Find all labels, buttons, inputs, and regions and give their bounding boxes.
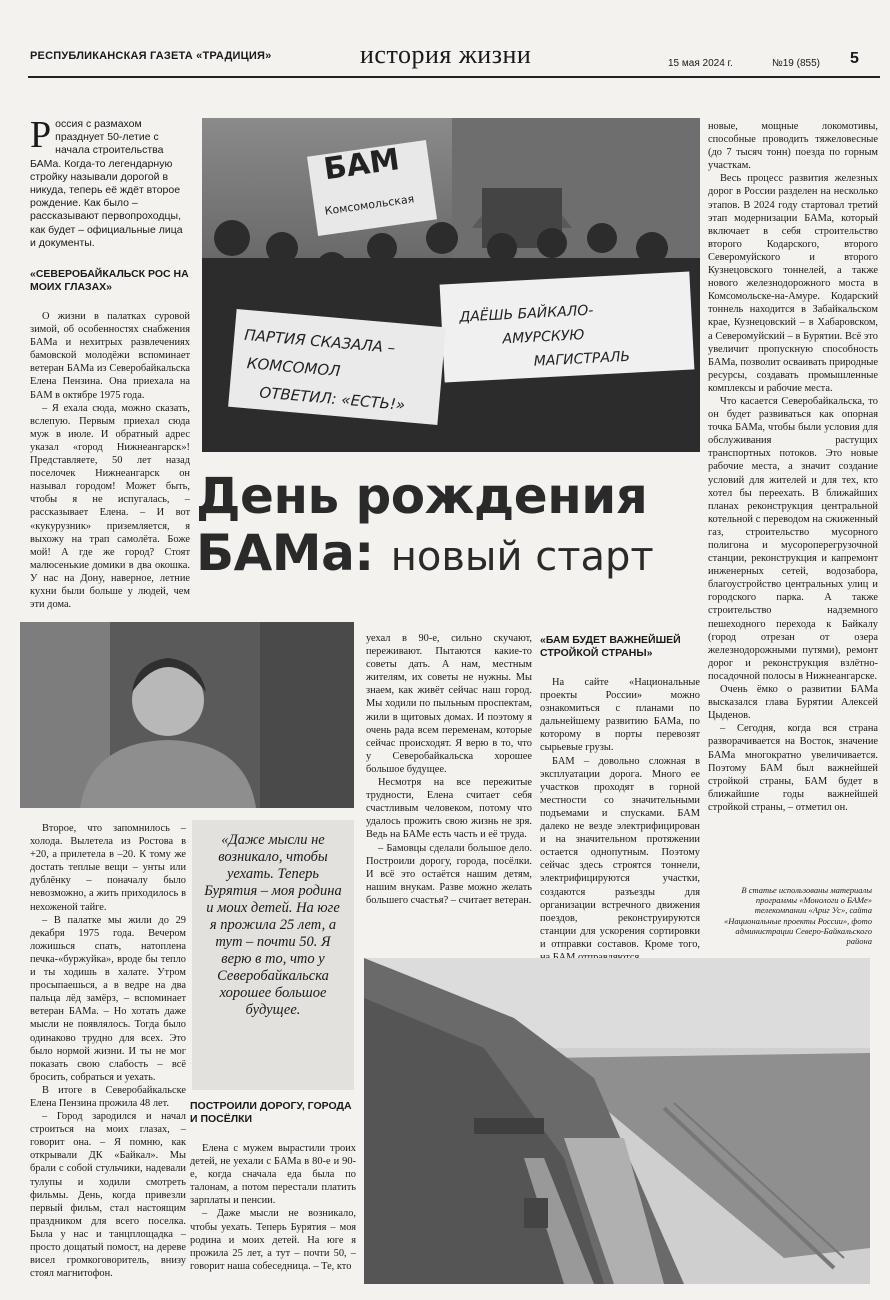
paragraph: Несмотря на все пережитые трудности, Елена считает себя счастливым человеком, потому что удалось прожить свою жизнь не зря. Ведь на БАМе есть часть и её труда. <box>366 777 532 841</box>
sign-text-2: Комсомольская <box>323 192 416 218</box>
landscape-illustration <box>364 958 870 1284</box>
paragraph: – Сегодня, когда вся страна разворачивается на Восток, значение БАМа многократно увеличивается. Поэтому БАМ был важнейшей стройкой страны, БАМ будет в ближайшие годы важнейшей стройкой страны, – отметил он. <box>708 723 878 813</box>
materials-credit: В статье использованы материалы программы «Монологи о БАМе» телекомпании «Ариг Ус», сайта «Национальные проекты России», фото администрации Северо-Байкальского района <box>724 885 872 947</box>
paragraph: – Я ехала сюда, можно сказать, вслепую. Первым приехал сюда муж в июле. И обратный адрес указал «город Нижнеангарск»! Представляете, 50 лет назад поселочек Нижнеангарск он называл городом! Может быть, чтобы я не испугалась, – рассказывает Елена. – И вот «кукурузник» приземляется, я выхожу на трап самолёта. Боже мой! А где же город? Стоят малюсенькие домики в два окошка. У нас на Дону, наверное, летние кухни были больше у людей, чем эти дома. <box>30 402 190 611</box>
pull-quote: «Даже мысли не возникало, чтобы уехать. Теперь Бурятия – моя родина и моих детей. На юге я прожила 25 лет, а тут – почти 50. Я верю в то, что у Северобайкальска хорошее большое будущее. <box>192 820 354 1090</box>
subhead-severobaikalsk: «СЕВЕРОБАЙКАЛЬСК РОС НА МОИХ ГЛАЗАХ» <box>30 268 189 293</box>
article-headline <box>196 468 696 586</box>
paragraph: – Город зародился и начал строиться на моих глазах, – говорит она. – Я помню, как открывали ДК «Байкал». Мы брали с собой стульчики, надевали тулупы и ходили смотреть фильмы. День, когда привезли первый фильм, стал настоящим праздником для всего поселка. Была у нас и танцплощадка – просто дощатый помост, на дереве висел громкоговоритель, внизу стоял магнитофон. <box>30 1111 186 1280</box>
drop-cap: Р <box>30 114 52 156</box>
railway-construction-photo <box>364 958 870 1284</box>
column-2-lower-text <box>190 1142 356 1273</box>
subhead-built-road: ПОСТРОИЛИ ДОРОГУ, ГОРОДА И ПОСЁЛКИ <box>190 1100 352 1125</box>
paragraph: Второе, что запомнилось – холода. Вылетела из Ростова в +20, а прилетела в –20. К тому же достать теплые вещи – унты или дублёнку – поначалу было невозможно, а жить приходилось в нехоженой тайге. <box>30 823 186 913</box>
paragraph: Что касается Северобайкальска, то он будет развиваться как опорная точка БАМа, чтобы были условия для обслуживания растущих транспортных потоков. Это новые рабочие места, а значит создание условий для жителей и для тех, кто хотел бы переехать. В ближайших планах реконструкция центральной котельной с переводом на сжиженный газ, строительство мусорного полигона и мусороперегрузочной станции, реконструкция и капремонт инженерных сетей, водозабора, благоустройство центральных улиц и городского парка. А также строительство надземного пешеходного перехода к Байкалу (город отрезан от озера железнодорожными путями), ремонт дорог и реконструкция взлётно-посадочной полосы в Нижнеангарске. <box>708 395 878 682</box>
column-1-text <box>30 310 190 611</box>
column-4-text <box>708 120 878 814</box>
column-1-top <box>30 268 190 611</box>
portrait-illustration <box>20 622 354 808</box>
paragraph: – Даже мысли не возникало, чтобы уехать. Теперь Бурятия – моя родина и моих детей. На юге я прожила 25 лет, а тут – почти 50, – говорит наша собеседница. – Те, кто <box>190 1208 356 1272</box>
paragraph: уехал в 90-е, сильно скучают, переживают. Пытаются какие-то советы дать. А нам, местным жителям, их советы не нужны. Мы знаем, как живёт сейчас наш город. Мы ходили по пыльным проспектам, жили в щитовых домах. И поэтому я очень рада всем переменам, которые сейчас происходят. Я верю в то, что у Северобайкальска хорошее большое будущее. <box>366 633 532 775</box>
header-rule <box>28 76 880 78</box>
lead-paragraph <box>30 114 190 250</box>
headline-line-2 <box>196 524 696 586</box>
column-2-lower <box>190 1100 356 1273</box>
paragraph: Очень ёмко о развитии БАМа высказался глава Бурятии Алексей Цыденов. <box>708 684 878 722</box>
paragraph: – В палатке мы жили до 29 декабря 1975 года. Вечером ложишься спать, натоплена печка-«буржуйка», вроде бы тепло и ты ходишь в халате. Утром просыпаешься, а в ведре на два пальца лёд замёрз, – вспоминает ветеран БАМа. – Но хотать даже мысли не появлялось. Тогда было одинаково трудно для всех. Это было нормой жизни. И ты не мог показать свою слабость – всё бросить, собраться и уехать. <box>30 914 186 1083</box>
banner-party: ПАРТИЯ СКАЗАЛА –КОМСОМОЛОТВЕТИЛ: «ЕСТЬ!» <box>243 325 406 415</box>
paragraph: О жизни в палатках суровой зимой, об особенностях снабжения БАМа и нехитрых развлечениях бамовской молодёжи вспоминает ветеран БАМа из Северобайкальска Елена Пензина. Она приехала на БАМ в октябре 1975 года. <box>30 311 190 401</box>
page-number: 5 <box>850 50 859 67</box>
paragraph: – Бамовцы сделали большое дело. Построили дорогу, города, посёлки. И всё это остаётся нашим детям, нашим внукам. Разве можно желать большего счастья? – считает ветеран. <box>366 842 532 906</box>
issue-number: №19 (855) <box>772 58 820 69</box>
paragraph: Весь процесс развития железных дорог в России разделен на несколько этапов. В 2024 году стартовал третий этап модернизации БАМа, который включает в себя строительство второго Кодарского, второго Северомуйского и второго Кузнецовского тоннелей, а также нового железнодорожного моста в Комсомольске-на-Амуре. Кодарский тоннель находится в Забайкальском крае, Кузнецовский – в Хабаровском, а Северомуйский – в Бурятии. Всё это увеличит пропускную способность БАМа, позволит осваивать природные ресурсы, создавать промышленные комплексы и рабочие места. <box>708 173 878 394</box>
banner-magistral: ДАЁШЬ БАЙКАЛО-АМУРСКУЮМАГИСТРАЛЬ <box>458 302 631 370</box>
headline-subtitle: новый старт <box>390 534 654 580</box>
column-2-text <box>366 632 532 907</box>
paragraph: На сайте «Национальные проекты России» можно ознакомиться с планами по дальнейшему развитию БАМа, по которому в порты перевозят сырьевые грузы. <box>540 677 700 754</box>
column-3-text <box>540 676 700 964</box>
elena-penzina-photo <box>20 622 354 808</box>
headline-line-1: День рождения <box>196 467 648 525</box>
photo-illustration <box>202 118 700 452</box>
sign-text: БАМ <box>321 142 402 188</box>
paragraph: В итоге в Северобайкальске Елена Пензина прожила 48 лет. <box>30 1084 186 1109</box>
issue-date: 15 мая 2024 г. <box>668 58 733 69</box>
column-1-lower-text <box>30 822 186 1280</box>
paragraph: новые, мощные локомотивы, способные проводить тяжеловесные (до 7 тысяч тонн) поезда по горным участкам. <box>708 121 878 172</box>
subhead-bam-important: «БАМ БУДЕТ ВАЖНЕЙШЕЙ СТРОЙКОЙ СТРАНЫ» <box>540 634 681 659</box>
paragraph: БАМ – довольно сложная в эксплуатации дорога. Много ее участков проходят в горной местности со значительными подъемами и спусками. БАМ далеко не везде электрифицирован и на значительном протяжении остается однопутным. Поэтому сейчас здесь строятся тоннели, электрифицируются участки, создаются разъезды для организации встречного движения поездов, реконструируются станции для ускорения сортировки и отправки составов. Кроме того, <box>540 755 700 950</box>
column-3 <box>540 634 700 964</box>
lead-text: оссия с размахом празднует 50-летие с начала строительства БАМа. Когда-то легендарную стройку называли дорогой в никуда, теперь её ждёт второе рождение. Как было – рассказывают первопроходцы, как будет – официальные лица и документы. <box>30 118 183 249</box>
paragraph: Елена с мужем вырастили троих детей, не уехали с БАМа в 80-е и 90-е, когда сначала еда была по талонам, а потом перестали платить зарплаты и пенсии. <box>190 1143 356 1207</box>
section-title: история жизни <box>360 40 532 69</box>
newspaper-name: РЕСПУБЛИКАНСКАЯ ГАЗЕТА «ТРАДИЦИЯ» <box>30 50 272 62</box>
headline-bam: БАМа: <box>196 524 374 582</box>
bam-workers-photo <box>202 118 700 452</box>
